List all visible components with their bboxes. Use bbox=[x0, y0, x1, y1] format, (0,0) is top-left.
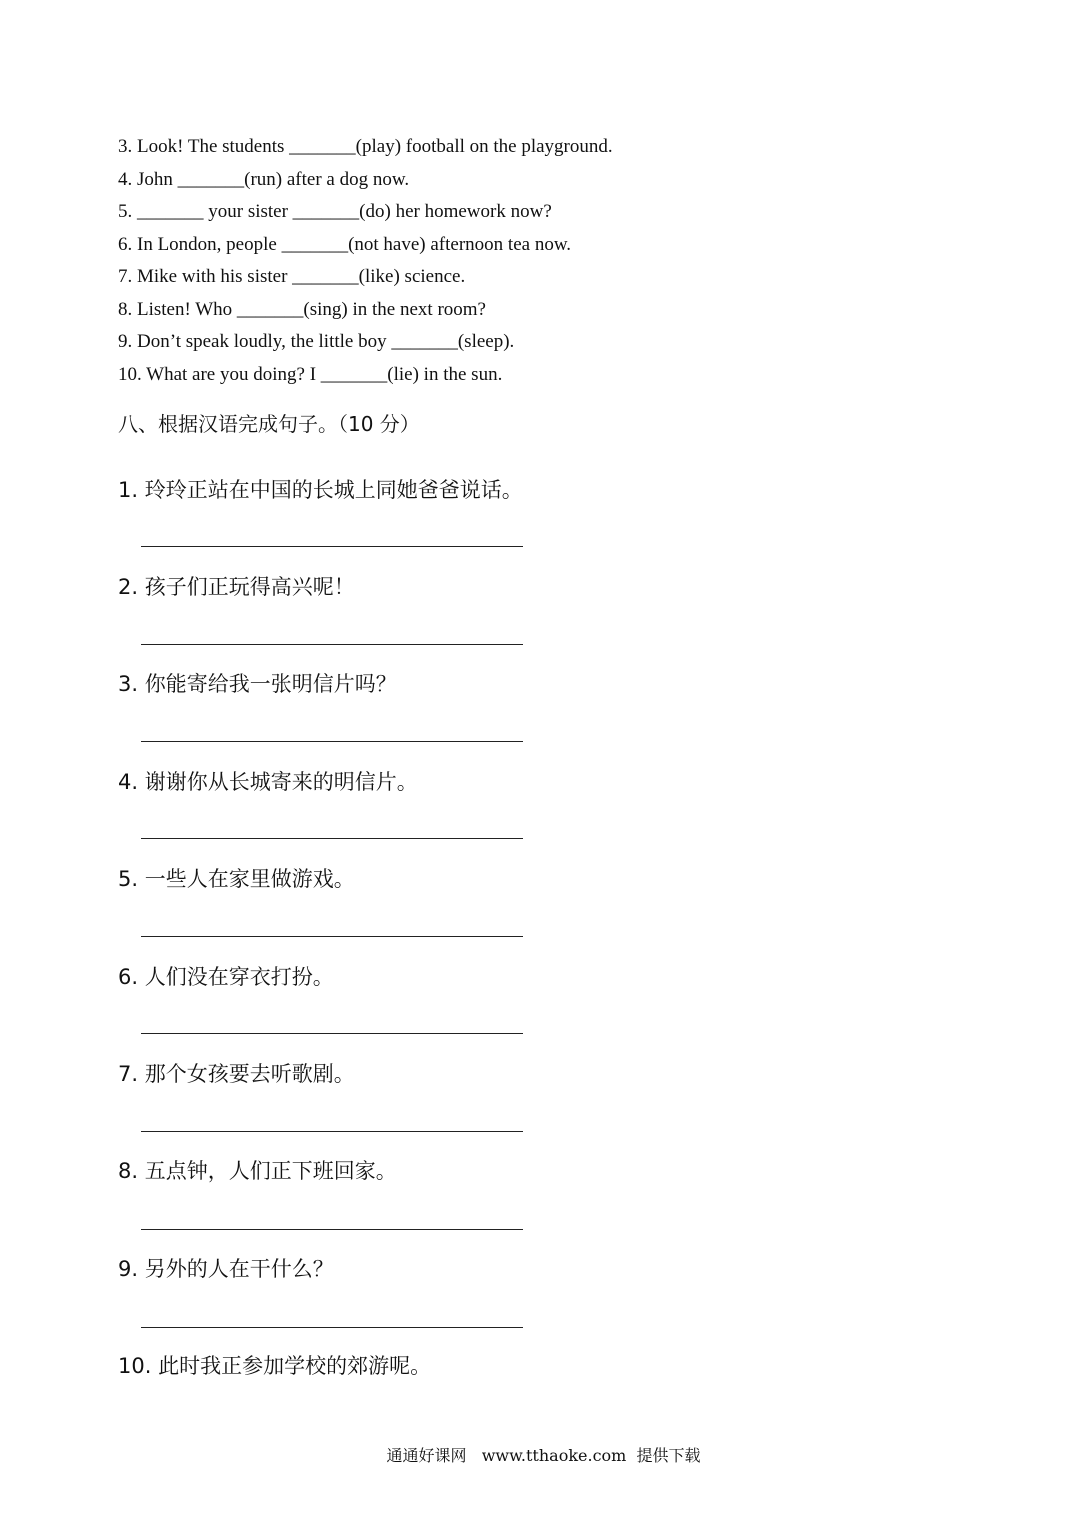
section-title: 八、根据汉语完成句子。（10 分） bbox=[118, 412, 420, 436]
translation-item-3: 3. 你能寄给我一张明信片吗？ bbox=[118, 672, 397, 696]
translation-item-9: 9. 另外的人在干什么？ bbox=[118, 1257, 334, 1281]
translation-item-4: 4. 谢谢你从长城寄来的明信片。 bbox=[118, 770, 418, 794]
answer-line-3[interactable] bbox=[141, 741, 523, 742]
answer-line-5[interactable] bbox=[141, 936, 523, 937]
answer-line-9[interactable] bbox=[141, 1327, 523, 1328]
answer-line-2[interactable] bbox=[141, 644, 523, 645]
exercise-item-9: 9. Don’t speak loudly, the little boy _______(sleep). bbox=[118, 331, 515, 352]
translation-item-6: 6. 人们没在穿衣打扮。 bbox=[118, 965, 334, 989]
translation-item-1: 1. 玲玲正站在中国的长城上同她爸爸说话。 bbox=[118, 478, 523, 502]
answer-line-8[interactable] bbox=[141, 1229, 523, 1230]
answer-line-4[interactable] bbox=[141, 838, 523, 839]
exercise-item-8: 8. Listen! Who _______(sing) in the next room? bbox=[118, 299, 486, 320]
answer-line-6[interactable] bbox=[141, 1033, 523, 1034]
translation-item-8: 8. 五点钟，人们正下班回家。 bbox=[118, 1159, 397, 1183]
exercise-item-6: 6. In London, people _______(not have) afternoon tea now. bbox=[118, 234, 572, 255]
answer-line-1[interactable] bbox=[141, 546, 523, 547]
page-footer: 通通好课网 www.tthaoke.com 提供下载 bbox=[386, 1446, 701, 1465]
translation-item-10: 10. 此时我正参加学校的郊游呢。 bbox=[118, 1354, 432, 1378]
exercise-item-5: 5. _______ your sister _______(do) her homework now? bbox=[118, 201, 552, 222]
answer-line-7[interactable] bbox=[141, 1131, 523, 1132]
exercise-item-4: 4. John _______(run) after a dog now. bbox=[118, 169, 410, 190]
translation-item-2: 2. 孩子们正玩得高兴呢！ bbox=[118, 575, 355, 599]
exercise-item-3: 3. Look! The students _______(play) football on the playground. bbox=[118, 136, 613, 157]
exercise-item-10: 10. What are you doing? I _______(lie) in the sun. bbox=[118, 364, 503, 385]
translation-item-7: 7. 那个女孩要去听歌剧。 bbox=[118, 1062, 355, 1086]
exercise-item-7: 7. Mike with his sister _______(like) science. bbox=[118, 266, 466, 287]
translation-item-5: 5. 一些人在家里做游戏。 bbox=[118, 867, 355, 891]
